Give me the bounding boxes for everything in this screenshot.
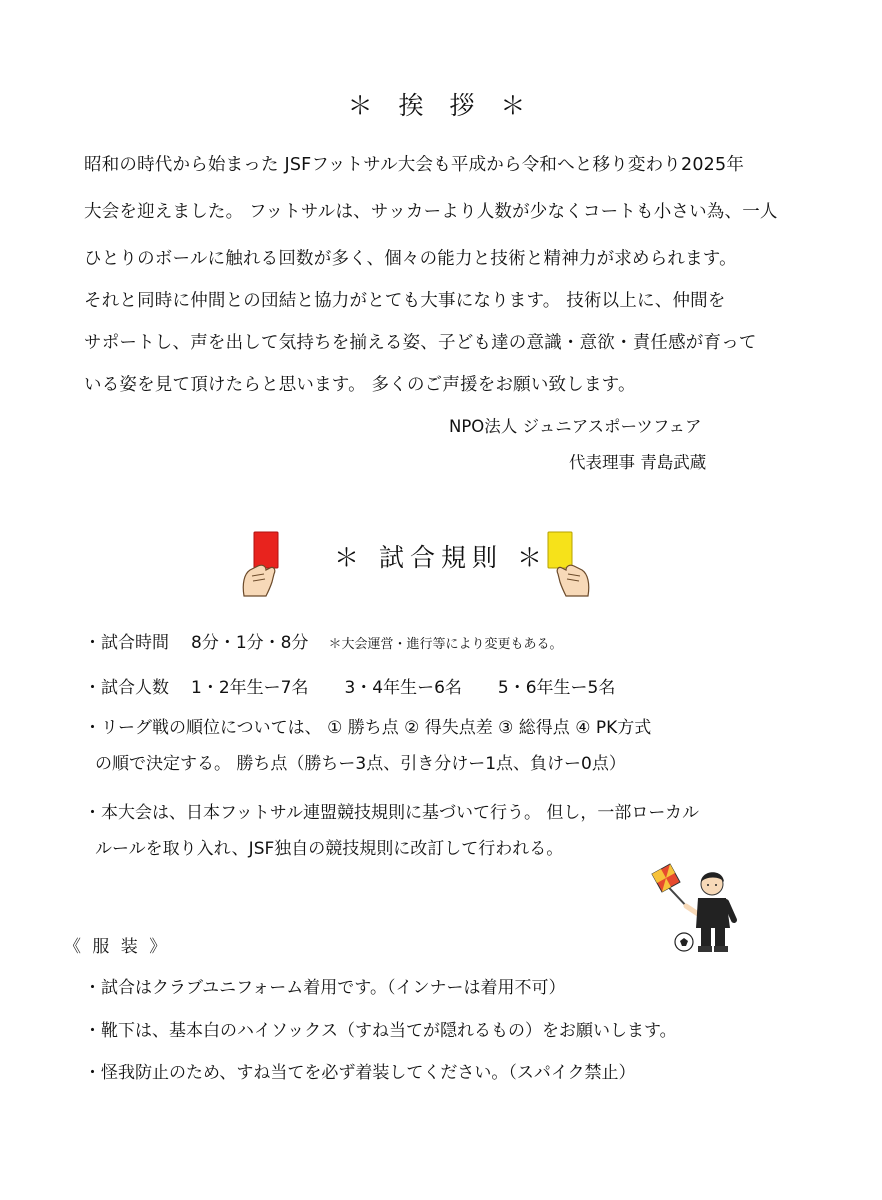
organization-name: NPO法人 ジュニアスポーツフェア (449, 417, 702, 436)
greeting-line: 大会を迎えました。 フットサルは、サッカーより人数が少なくコートも小さい為、一人 (84, 202, 778, 222)
greeting-line: ひとりのボールに触れる回数が多く、個々の能力と技術と精神力が求められます。 (84, 249, 737, 269)
rules-title: ＊ 試合規則 ＊ (334, 543, 548, 572)
signatory-name: 代表理事 青島武蔵 (569, 453, 707, 472)
players-value: 1・2年生ー7名 (191, 678, 309, 698)
players-value: 5・6年生ー5名 (497, 678, 616, 698)
match-time-label: ・試合時間 (84, 633, 169, 653)
match-time-note: ＊大会運営・進行等により変更もある。 (328, 637, 563, 652)
dress-item: ・試合はクラブユニフォーム着用です。（インナーは着用不可） (84, 978, 566, 998)
rule-regulation-cont: ルールを取り入れ、JSF独自の競技規則に改訂して行われる。 (95, 839, 564, 859)
yellow-card-icon (540, 530, 596, 604)
dress-heading: 《 服 装 》 (64, 937, 170, 957)
dress-item: ・靴下は、基本白のハイソックス（すね当てが隠れるもの）をお願いします。 (84, 1021, 677, 1041)
rule-regulation: ・本大会は、日本フットサル連盟競技規則に基づいて行う。 但し，一部ローカル (84, 803, 700, 823)
greeting-line: サポートし、声を出して気持ちを揃える姿、子ども達の意識・意欲・責任感が育って (84, 333, 757, 353)
greeting-line: 昭和の時代から始まった JSFフットサル大会も平成から令和へと移り変わり2025年 (84, 155, 745, 175)
players-label: ・試合人数 (84, 678, 169, 698)
rule-match-time (84, 628, 562, 653)
greeting-line: それと同時に仲間との団結と協力がとても大事になります。 技術以上に、仲間を (84, 291, 726, 311)
players-value: 3・4年生ー6名 (344, 678, 462, 698)
rule-ranking-cont: の順で決定する。 勝ち点（勝ちー3点、引き分けー1点、負けー0点） (95, 754, 626, 774)
greeting-line: いる姿を見て頂けたらと思います。 多くのご声援をお願い致します。 (84, 375, 636, 395)
referee-illustration (646, 862, 746, 961)
dress-item: ・怪我防止のため、すね当てを必ず着装してください。（スパイク禁止） (84, 1063, 636, 1083)
greeting-title: ＊ 挨 拶 ＊ (347, 91, 535, 120)
match-time-value: 8分・1分・8分 (191, 633, 309, 653)
rule-players (84, 673, 615, 698)
rule-ranking: ・リーグ戦の順位については、 ① 勝ち点 ② 得失点差 ③ 総得点 ④ PK方式 (84, 718, 652, 738)
